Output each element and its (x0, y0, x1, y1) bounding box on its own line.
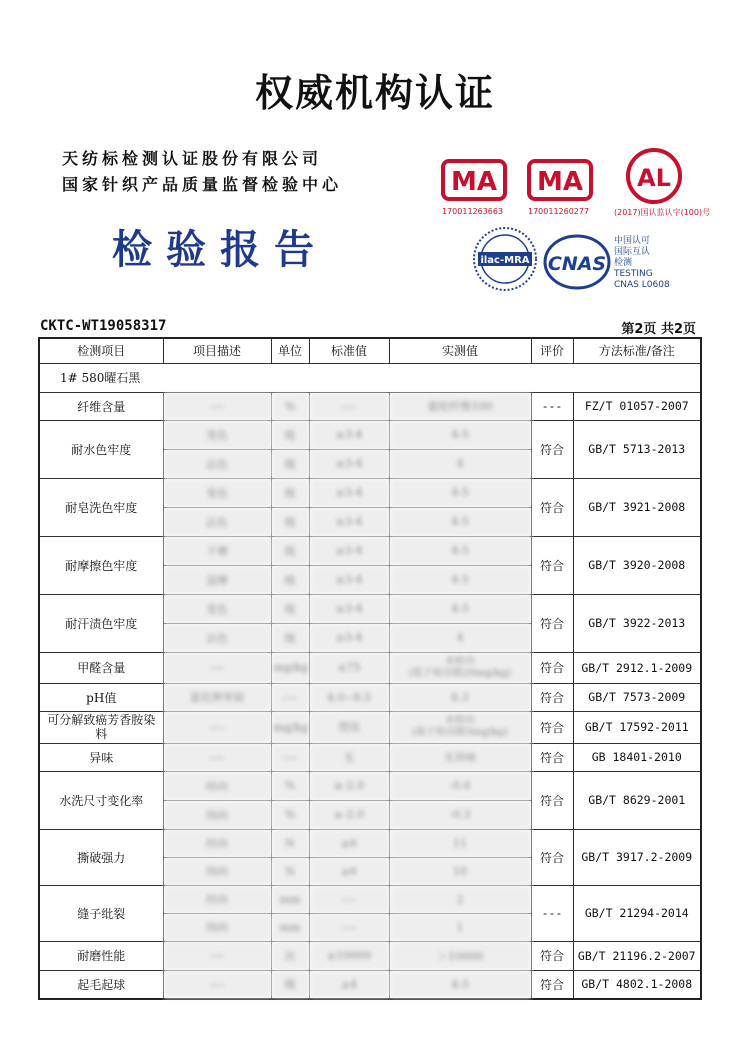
eval-cell: 符合 (531, 711, 573, 743)
measured-cell: 4-5 (389, 565, 531, 594)
method-cell: GB 18401-2010 (573, 743, 701, 771)
table-row (39, 711, 701, 743)
method-cell: GB/T 4802.1-2008 (573, 970, 701, 999)
unit-cell: 级 (271, 536, 309, 565)
std-cell: ≥3-4 (309, 536, 389, 565)
page-heading: 权威机构认证 (254, 71, 495, 115)
item-cell: 耐磨性能 (39, 941, 163, 970)
eval-cell: --- (531, 885, 573, 941)
header-cell: 方法标准/备注 (573, 338, 701, 363)
desc-cell: ---- (163, 970, 271, 999)
measured-cell: 4-5 (389, 420, 531, 449)
std-cell: ≥6 (309, 857, 389, 885)
item-cell: 撕破强力 (39, 829, 163, 885)
cal-caption: (2017)国认监认字(100)号 (614, 208, 711, 217)
measured-cell: 4-5 (389, 507, 531, 536)
measured-cell: 6.3 (389, 683, 531, 711)
unit-cell: N (271, 857, 309, 885)
measured-cell: 无异味 (389, 743, 531, 771)
eval-cell: 符合 (531, 683, 573, 711)
org-name-line1: 天纺标检测认证股份有限公司 (62, 149, 323, 168)
std-cell: ---- (309, 392, 389, 420)
table-row (39, 970, 701, 999)
std-cell: ≥3-4 (309, 507, 389, 536)
measured-cell: 11 (389, 829, 531, 857)
measured-cell: 4 (389, 623, 531, 652)
ilac-mra-logo (470, 224, 540, 294)
measured-cell (389, 711, 531, 743)
unit-cell: mg/kg (271, 652, 309, 683)
item-cell: 耐汗渍色牢度 (39, 594, 163, 652)
unit-cell: % (271, 392, 309, 420)
table-row (39, 392, 701, 420)
std-cell: ≥6 (309, 829, 389, 857)
unit-cell: 级 (271, 565, 309, 594)
unit-cell: 级 (271, 420, 309, 449)
desc-cell: 变色 (163, 478, 271, 507)
unit-cell: 级 (271, 623, 309, 652)
item-cell: 异味 (39, 743, 163, 771)
measured-line: (低于检出限5mg/kg) (412, 727, 508, 738)
table-row (39, 941, 701, 970)
desc-cell: ---- (163, 711, 271, 743)
unit-cell: N (271, 829, 309, 857)
unit-cell: ---- (271, 683, 309, 711)
measured-line: 未检出 (445, 715, 475, 726)
cnas-caption-line: 检测 (614, 258, 633, 268)
measured-line: (低于检出限20mg/kg) (408, 667, 512, 679)
table-row (39, 829, 701, 857)
table-row (39, 652, 701, 683)
eval-cell: --- (531, 392, 573, 420)
table-row (39, 594, 701, 623)
desc-cell: 经向 (163, 771, 271, 800)
method-cell: GB/T 3921-2008 (573, 478, 701, 536)
std-cell: ≥-2.0 (309, 800, 389, 829)
cma-logo-2 (526, 158, 594, 202)
eval-cell: 符合 (531, 536, 573, 594)
report-title: 检验报告 (112, 226, 328, 273)
measured-cell: ＞10000 (389, 941, 531, 970)
eval-cell: 符合 (531, 941, 573, 970)
cma-logo-1 (440, 158, 508, 202)
std-cell: ≥10000 (309, 941, 389, 970)
method-cell: GB/T 7573-2009 (573, 683, 701, 711)
std-cell: ≥3-4 (309, 594, 389, 623)
std-cell: ≥3-4 (309, 565, 389, 594)
desc-cell: 湿摩 (163, 565, 271, 594)
cnas-caption-line: 中国认可 (614, 236, 651, 246)
measured-cell: 4 (389, 449, 531, 478)
table-row (39, 885, 701, 913)
method-cell: GB/T 3917.2-2009 (573, 829, 701, 885)
table-row (39, 743, 701, 771)
unit-cell: % (271, 800, 309, 829)
desc-cell: 变色 (163, 594, 271, 623)
std-cell: 禁用 (309, 711, 389, 743)
std-cell: ---- (309, 913, 389, 941)
method-cell: FZ/T 01057-2007 (573, 392, 701, 420)
measured-cell (389, 652, 531, 683)
measured-cell: 氨纶纤维100 (389, 392, 531, 420)
cal-text: AL (637, 164, 671, 192)
desc-cell: 沾色 (163, 449, 271, 478)
cal-logo (622, 146, 686, 206)
measured-line: 未检出 (445, 655, 475, 667)
table-row (39, 683, 701, 711)
table-row (39, 478, 701, 507)
eval-cell: 符合 (531, 829, 573, 885)
eval-cell: 符合 (531, 771, 573, 829)
eval-cell: 符合 (531, 420, 573, 478)
desc-cell: 经向 (163, 885, 271, 913)
eval-cell: 符合 (531, 478, 573, 536)
unit-cell: 级 (271, 970, 309, 999)
header-cell: 项目描述 (163, 338, 271, 363)
cnas-text: CNAS (547, 253, 607, 275)
ilac-text: ilac-MRA (480, 255, 530, 266)
cma-caption-2: 170011260277 (528, 207, 590, 216)
method-cell: GB/T 17592-2011 (573, 711, 701, 743)
unit-cell: 级 (271, 449, 309, 478)
desc-cell: 氯化钾萃取 (163, 683, 271, 711)
desc-cell: 变色 (163, 420, 271, 449)
measured-cell: 1 (389, 913, 531, 941)
unit-cell: mg/kg (271, 711, 309, 743)
cnas-caption (614, 236, 670, 291)
eval-cell: 符合 (531, 594, 573, 652)
cnas-caption-line: TESTING (614, 269, 653, 279)
table-row (39, 771, 701, 800)
eval-cell: 符合 (531, 970, 573, 999)
item-cell: 耐摩擦色牢度 (39, 536, 163, 594)
page-number: 第2页 共2页 (621, 322, 696, 337)
method-cell: GB/T 3922-2013 (573, 594, 701, 652)
eval-cell: 符合 (531, 743, 573, 771)
desc-cell: ---- (163, 743, 271, 771)
method-cell: GB/T 5713-2013 (573, 420, 701, 478)
method-cell: GB/T 8629-2001 (573, 771, 701, 829)
cnas-caption-line: CNAS L0608 (614, 280, 670, 290)
std-cell: ≥-2.0 (309, 771, 389, 800)
unit-cell: ---- (271, 743, 309, 771)
method-cell: GB/T 3920-2008 (573, 536, 701, 594)
unit-cell: mm (271, 885, 309, 913)
desc-cell: 纬向 (163, 913, 271, 941)
measured-cell: 2 (389, 885, 531, 913)
unit-cell: 级 (271, 478, 309, 507)
measured-cell: -0.3 (389, 800, 531, 829)
desc-cell: ---- (163, 941, 271, 970)
desc-cell: 经向 (163, 829, 271, 857)
unit-cell: 级 (271, 594, 309, 623)
std-cell: 4.0~8.5 (309, 683, 389, 711)
item-cell: 甲醛含量 (39, 652, 163, 683)
item-cell: 可分解致癌芳香胺染料 (39, 711, 163, 743)
header-cell: 单位 (271, 338, 309, 363)
std-cell: ≥3-4 (309, 478, 389, 507)
unit-cell: % (271, 771, 309, 800)
table-row (39, 536, 701, 565)
header-cell: 检测项目 (39, 338, 163, 363)
desc-cell: 沾色 (163, 623, 271, 652)
desc-cell: 沾色 (163, 507, 271, 536)
eval-cell: 符合 (531, 652, 573, 683)
unit-cell: 级 (271, 507, 309, 536)
cnas-logo (542, 232, 612, 292)
method-cell: GB/T 21196.2-2007 (573, 941, 701, 970)
cma-caption-1: 170011263663 (442, 207, 504, 216)
sample-row (39, 363, 701, 392)
sample-label: 1# 580曜石黑 (39, 363, 701, 392)
measured-cell: 4-5 (389, 970, 531, 999)
std-cell: ≥3-4 (309, 449, 389, 478)
header-cell: 实测值 (389, 338, 531, 363)
item-cell: 耐水色牢度 (39, 420, 163, 478)
desc-cell: ---- (163, 652, 271, 683)
org-name-line2: 国家针织产品质量监督检验中心 (62, 175, 343, 194)
std-cell: ≥3-4 (309, 623, 389, 652)
item-cell: 缝子纰裂 (39, 885, 163, 941)
std-cell: ≥4 (309, 970, 389, 999)
item-cell: 水洗尺寸变化率 (39, 771, 163, 829)
item-cell: 纤维含量 (39, 392, 163, 420)
std-cell: 无 (309, 743, 389, 771)
desc-cell: ---- (163, 392, 271, 420)
test-results-table (38, 337, 702, 1000)
table-header-row (39, 338, 701, 363)
measured-cell: 4-5 (389, 536, 531, 565)
desc-cell: 纬向 (163, 800, 271, 829)
measured-cell: -0.6 (389, 771, 531, 800)
item-cell: 起毛起球 (39, 970, 163, 999)
report-number: CKTC-WT19058317 (40, 318, 167, 334)
item-cell: pH值 (39, 683, 163, 711)
measured-cell: 4-5 (389, 478, 531, 507)
unit-cell: mm (271, 913, 309, 941)
table-row (39, 420, 701, 449)
item-cell: 耐皂洗色牢度 (39, 478, 163, 536)
header-cell: 标准值 (309, 338, 389, 363)
unit-cell: 次 (271, 941, 309, 970)
header-cell: 评价 (531, 338, 573, 363)
measured-cell: 10 (389, 857, 531, 885)
cnas-caption-line: 国际互认 (614, 247, 651, 257)
desc-cell: 纬向 (163, 857, 271, 885)
ma-text: MA (537, 167, 583, 197)
std-cell: ≤75 (309, 652, 389, 683)
std-cell: ---- (309, 885, 389, 913)
method-cell: GB/T 21294-2014 (573, 885, 701, 941)
method-cell: GB/T 2912.1-2009 (573, 652, 701, 683)
std-cell: ≥3-4 (309, 420, 389, 449)
ma-text: MA (451, 167, 497, 197)
measured-cell: 4-5 (389, 594, 531, 623)
desc-cell: 干摩 (163, 536, 271, 565)
